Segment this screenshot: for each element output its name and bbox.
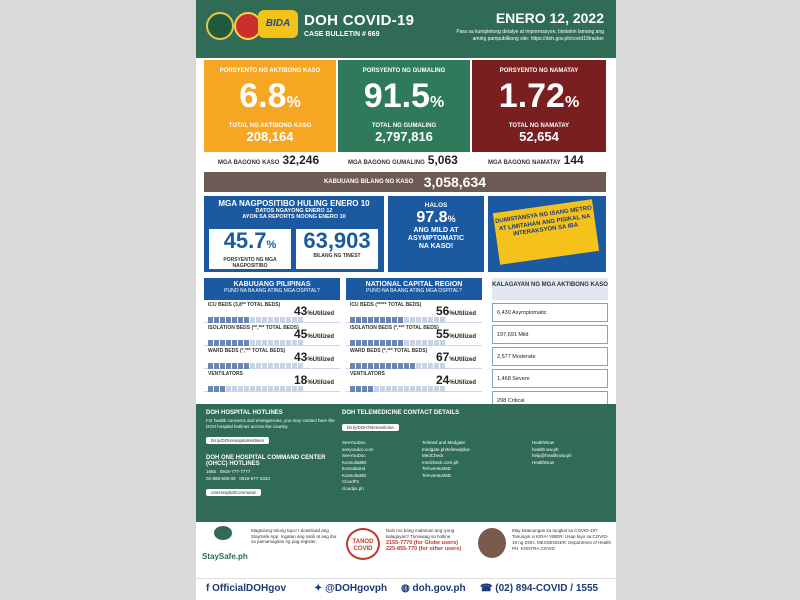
hospital-bed-row — [204, 300, 340, 323]
severity-title: KALAGAYAN NG MGA AKTIBONG KASO — [492, 278, 608, 300]
deaths-label: PORSYENTO NG NAMATAY — [499, 68, 579, 74]
bed-icon — [398, 386, 403, 392]
new-deaths-value: 144 — [563, 153, 584, 167]
total-label: KABUUANG BILANG NG KASO — [323, 179, 414, 185]
utilization-value: 43 — [293, 304, 308, 318]
positivity-sub1: DATOS NGAYONG ENERO 12 — [255, 208, 333, 214]
tanod-number: 225-855-770 (for other users) — [386, 546, 462, 552]
staysafe-text: Magtulong-tulong tayo! I-download ang StaySafe App. Ingatan ang sarili at ang iba sa pamamagitan ng pag-register. — [251, 528, 337, 544]
pct-sign: % — [447, 214, 456, 224]
ohcc-link[interactable]: oneHospitalCommand — [206, 489, 261, 496]
bed-icon — [220, 386, 225, 392]
hospital-bed-row — [346, 300, 482, 323]
distancing-text: DUMISTANSYA NG ISANG METRO AT LIMITAHAN ANG PISIKAL NA INTERAKSYON SA IBA — [493, 199, 599, 264]
utilized-label: Utilized — [312, 334, 334, 340]
twitter-handle: @DOHgovph — [325, 583, 388, 594]
header — [196, 0, 616, 58]
ohcc-line: 1555 — [206, 469, 217, 474]
utilized-label: Utilized — [312, 357, 334, 363]
pct-sign: % — [429, 94, 445, 111]
staysafe-name: StaySafe.ph — [202, 552, 248, 561]
footer-contacts — [196, 404, 616, 522]
hospital-bed-row — [346, 323, 482, 346]
bed-icon — [404, 386, 409, 392]
deaths-total: 52,654 — [519, 129, 559, 144]
bed-icon — [392, 386, 397, 392]
bed-icon — [286, 386, 291, 392]
utilization-value: 18 — [293, 373, 308, 387]
bed-label: ISOLATION BEDS (*,*** TOTAL BEDS) — [350, 325, 439, 331]
ncr-title: NATIONAL CAPITAL REGION — [365, 281, 463, 288]
utilization-pct — [294, 373, 334, 387]
new-cases — [218, 153, 319, 169]
social-bar — [196, 578, 616, 600]
deaths-card — [472, 60, 606, 152]
header-title: DOH COVID-19 — [304, 12, 415, 29]
tested-count: 63,903 — [303, 228, 371, 253]
mild-line2: ASYMPTOMATIC — [407, 235, 465, 242]
kira-text: May katanungan ka tungkol sa COVID-19? Tanungin si KIRA! VIBER: Usap tayo sa COVID-19 ng DOH. MESSENGER: Department of Health PH. KONTRA COVID — [512, 528, 612, 551]
facebook-icon: f — [206, 583, 210, 594]
bed-icon — [380, 386, 385, 392]
new-deaths — [488, 153, 584, 169]
mild-line3: NA KASO! — [418, 243, 454, 250]
bida-logo: BIDA — [258, 10, 298, 38]
positivity-panel — [204, 196, 384, 272]
active-pct: 6.8 — [239, 77, 287, 115]
tanod-number: 2155-7770 (for Globe users) — [386, 540, 459, 546]
bed-icon — [244, 386, 249, 392]
utilization-value: 43 — [293, 350, 308, 364]
bed-icon — [422, 386, 427, 392]
pct-sign: % — [307, 380, 313, 386]
tanod-text-block — [386, 528, 466, 552]
ncr-sub: PUNO NA BA ANG ATING MGA OSPITAL? — [366, 288, 462, 294]
tele-col-a: SeeYouDoc seeyoudoc.com SeeYouDoc KonsultaMD konsultamd KonsultaMD CloudPx cloudpx.ph — [342, 440, 374, 491]
utilized-label: Utilized — [312, 380, 334, 386]
utilized-label: Utilized — [454, 380, 476, 386]
tele-title: DOH TELEMEDICINE CONTACT DETAILS — [342, 410, 460, 416]
positivity-sub2: AYON SA REPORTS NOONG ENERO 10 — [242, 214, 346, 220]
utilization-pct — [436, 373, 476, 387]
bed-icon — [268, 386, 273, 392]
utilization-pct — [294, 304, 334, 318]
utilized-label: Utilized — [312, 311, 334, 317]
pct-sign: % — [449, 380, 455, 386]
utilization-bar — [350, 356, 448, 362]
phone-link[interactable] — [480, 583, 598, 594]
active-cases-card — [204, 60, 336, 152]
deaths-total-label: TOTAL NG NAMATAY — [508, 123, 570, 129]
web-address: doh.gov.ph — [412, 583, 466, 594]
distancing-banner — [488, 196, 606, 272]
bed-label: VENTILATORS — [208, 371, 243, 377]
utilization-value: 56 — [435, 304, 450, 318]
bed-label: WARD BEDS (*,*** TOTAL BEDS) — [350, 348, 428, 354]
utilization-bar — [208, 379, 306, 385]
severity-row: 2,577 Moderate — [492, 347, 608, 366]
bed-label: VENTILATORS — [350, 371, 385, 377]
utilized-label: Utilized — [454, 311, 476, 317]
globe-icon: ◍ — [401, 583, 410, 594]
new-deaths-label: MGA BAGONG NAMATAY — [488, 160, 561, 166]
pct-sign: % — [564, 94, 580, 111]
active-total: 208,164 — [246, 129, 294, 144]
bed-icon — [356, 386, 361, 392]
ncr-hospital-panel — [346, 278, 482, 392]
severity-row: 197,691 Mild — [492, 325, 608, 344]
utilization-value: 55 — [435, 327, 450, 341]
bed-icon — [368, 386, 373, 392]
deaths-pct: 1.72 — [498, 77, 565, 115]
bed-icon — [238, 386, 243, 392]
severity-row: 1,468 Severe — [492, 369, 608, 388]
bed-icon — [262, 386, 267, 392]
utilization-value: 24 — [435, 373, 450, 387]
national-hospital-panel — [204, 278, 340, 392]
utilized-label: Utilized — [454, 334, 476, 340]
new-cases-label: MGA BAGONG KASO — [218, 160, 280, 166]
utilization-bar — [350, 310, 448, 316]
bed-icon — [232, 386, 237, 392]
bed-icon — [280, 386, 285, 392]
bed-icon — [410, 386, 415, 392]
utilization-bar — [350, 333, 448, 339]
twitter-link[interactable] — [314, 583, 387, 594]
national-title: KABUUANG PILIPINAS — [233, 281, 311, 288]
mild-pre: HALOS — [424, 202, 448, 209]
recovered-total-label: TOTAL NG GUMALING — [371, 123, 437, 129]
hotlines-sub: For health concerns and emergencies, you may contact here the DOH hospital hotlines across the country. — [206, 418, 335, 429]
bed-icon — [374, 386, 379, 392]
bed-label: WARD BEDS (*,*** TOTAL BEDS) — [208, 348, 286, 354]
recovered-card — [338, 60, 470, 152]
tanod-covid-logo: TANOD COVID — [346, 528, 380, 560]
bed-icon — [226, 386, 231, 392]
pct-sign: % — [307, 311, 313, 317]
utilization-bar — [350, 379, 448, 385]
pct-sign: % — [307, 334, 313, 340]
pct-sign: % — [266, 239, 277, 251]
hospital-bed-row — [346, 369, 482, 392]
positivity-rate-box — [209, 229, 291, 269]
tele-link[interactable]: bit.ly/DOHTelemedicine — [342, 424, 399, 431]
doctor-avatar — [478, 528, 506, 558]
hotlines-title: DOH HOSPITAL HOTLINES — [206, 410, 283, 416]
mild-line1: ANG MILD AT — [413, 227, 459, 234]
bed-icon — [214, 386, 219, 392]
mild-pct: 97.8 — [416, 209, 448, 226]
pct-sign: % — [286, 94, 301, 111]
twitter-icon: ✦ — [314, 583, 323, 594]
bulletin-page — [196, 0, 616, 600]
phone-number: (02) 894-COVID / 1555 — [495, 583, 599, 594]
utilization-pct — [436, 304, 476, 318]
ohcc-line: 02-886-505-00 — [206, 476, 236, 481]
bed-icon — [386, 386, 391, 392]
bed-icon — [416, 386, 421, 392]
utilization-pct — [436, 327, 476, 341]
new-recovered-value: 5,063 — [427, 153, 458, 167]
bed-icon — [362, 386, 367, 392]
header-note: Para sa kumpletong detalye at impormasyon, bisitahin lamang ang aming pampublikong site: https://doh.gov.ph/covid19tracker — [456, 29, 604, 42]
new-cases-value: 32,246 — [282, 153, 320, 167]
tele-col-b: Telimed and Medgate medgate.ph/telimedplus MedCheck medcheck.com.ph TelAventusMD TelAventusMD — [422, 440, 470, 478]
utilization-value: 45 — [293, 327, 308, 341]
tested-box — [296, 229, 378, 269]
staysafe-logo-icon — [214, 526, 232, 540]
bed-label: ICU BEDS (3,8** TOTAL BEDS) — [208, 302, 281, 308]
bulletin-number: CASE BULLETIN # 669 — [304, 31, 380, 38]
total-value: 3,058,634 — [423, 174, 487, 190]
tested-caption: BILANG NG TINEST — [313, 253, 361, 259]
hospital-bed-row — [346, 346, 482, 369]
hospital-bed-row — [204, 323, 340, 346]
hospital-bed-row — [204, 369, 340, 392]
new-recovered-label: MGA BAGONG GUMALING — [348, 160, 425, 166]
pct-sign: % — [449, 357, 455, 363]
hospital-bed-row — [204, 346, 340, 369]
web-link[interactable] — [401, 583, 466, 594]
positivity-rate-caption: PORSYENTO NG MGA NAGPOSITIBO — [223, 257, 277, 269]
facebook-link[interactable] — [206, 583, 286, 594]
bed-icon — [256, 386, 261, 392]
severity-panel — [492, 278, 608, 410]
recovered-label: PORSYENTO NG GUMALING — [362, 68, 446, 74]
pct-sign: % — [449, 311, 455, 317]
bed-icon — [274, 386, 279, 392]
utilization-pct — [294, 327, 334, 341]
pct-sign: % — [449, 334, 455, 340]
utilization-pct — [436, 350, 476, 364]
bed-icon — [428, 386, 433, 392]
phone-icon: ☎ — [480, 583, 493, 594]
bulletin-date: ENERO 12, 2022 — [495, 10, 604, 26]
recovered-pct: 91.5 — [363, 77, 430, 115]
hotlines-link[interactable]: bit.ly/DOHHospitalHotlines — [206, 437, 269, 444]
doh-seal-icon — [206, 12, 234, 40]
recovered-total: 2,797,816 — [375, 129, 433, 144]
tanod-text: Nais mo bang malaman ang iyong kalagayan? Tumawag sa hotline. — [386, 528, 455, 539]
active-label: PORSYENTO NG AKTIBONG KASO — [219, 68, 321, 74]
bed-label: ICU BEDS (***** TOTAL BEDS) — [350, 302, 422, 308]
facebook-handle: OfficialDOHgov — [212, 583, 287, 594]
severity-row: 6,430 Asymptomatic — [492, 303, 608, 322]
new-recovered — [348, 153, 458, 169]
mild-panel — [388, 196, 484, 272]
utilization-pct — [294, 350, 334, 364]
total-cases-bar — [204, 172, 606, 192]
severity-row: 298 Critical — [492, 391, 608, 410]
national-sub: PUNO NA BA ANG ATING MGA OSPITAL? — [224, 288, 320, 294]
bed-icon — [250, 386, 255, 392]
ohcc-title: DOH ONE HOSPITAL COMMAND CENTER (OHCC) HOTLINES — [206, 455, 326, 467]
tele-col-c: HealthNow healthnow.ph help@healthnow.ph HealthNow — [532, 440, 572, 465]
active-total-label: TOTAL NG AKTIBONG KASO — [228, 123, 312, 129]
bed-icon — [208, 386, 213, 392]
positivity-rate: 45.7 — [223, 228, 267, 253]
ohcc-line: 0919-977-3333 — [239, 476, 270, 481]
utilization-bar — [208, 310, 306, 316]
positivity-title: MGA NAGPOSITIBO HULING ENERO 10 — [218, 199, 370, 208]
pct-sign: % — [307, 357, 313, 363]
ohcc-line: 0915-777-7777 — [219, 469, 251, 474]
utilization-bar — [208, 333, 306, 339]
bed-icon — [350, 386, 355, 392]
utilization-value: 67 — [435, 350, 450, 364]
utilization-bar — [208, 356, 306, 362]
bed-label: ISOLATION BEDS (**,*** TOTAL BEDS) — [208, 325, 299, 331]
campaign-strip — [196, 522, 616, 578]
utilized-label: Utilized — [454, 357, 476, 363]
